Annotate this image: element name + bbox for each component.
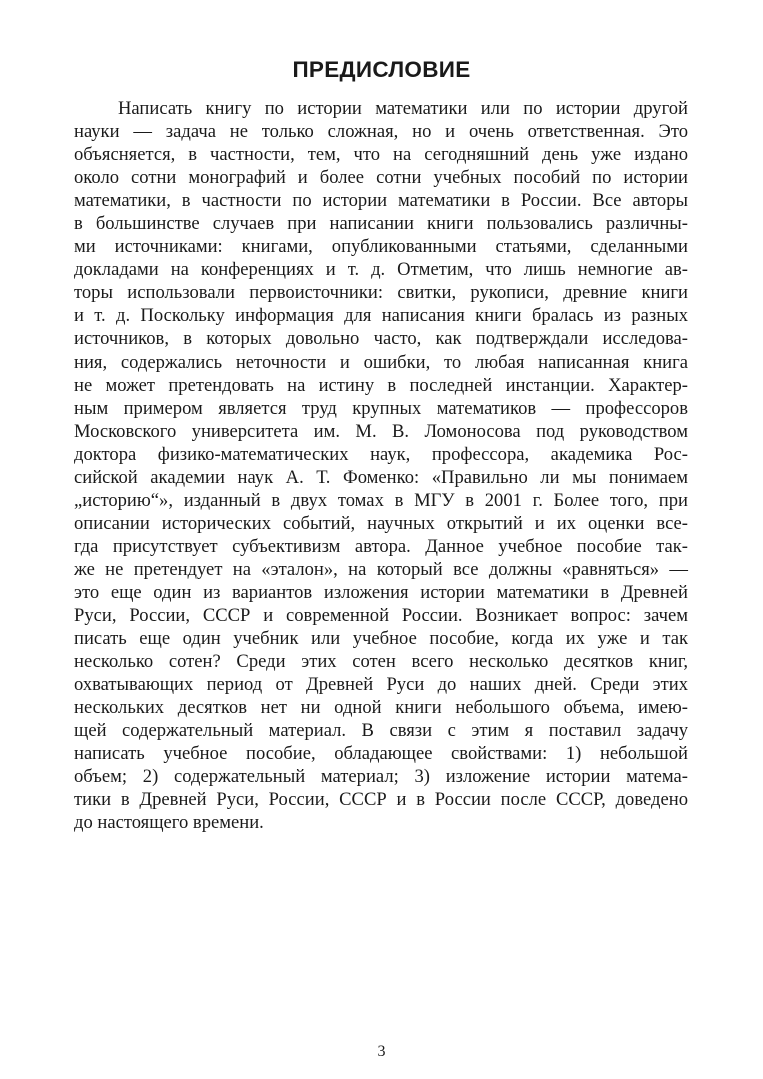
text-line: Московского университета им. М. В. Ломоносова под руководством xyxy=(74,420,688,442)
text-line: не может претендовать на истину в последней инстанции. Характер- xyxy=(74,374,688,396)
text-line: объем; 2) содержательный материал; 3) изложение истории матема- xyxy=(74,766,688,788)
preface-paragraph xyxy=(74,97,688,835)
text-line: в большинстве случаев при написании книги пользовались различны- xyxy=(74,213,688,235)
text-line: „историю“», изданный в двух томах в МГУ в 2001 г. Более того, при xyxy=(74,489,688,511)
text-line: писать еще один учебник или учебное пособие, когда их уже и так xyxy=(74,628,688,650)
text-line: это еще один из вариантов изложения истории математики в Древней xyxy=(74,581,688,603)
text-line: написать учебное пособие, обладающее свойствами: 1) небольшой xyxy=(74,743,688,765)
text-line: ным примером является труд крупных математиков — профессоров xyxy=(74,397,688,419)
text-line: же не претендует на «эталон», на который все должны «равняться» — xyxy=(74,558,688,580)
text-line: доктора физико-математических наук, профессора, академика Рос- xyxy=(74,443,688,465)
text-line: математики, в частности по истории математики в России. Все авторы xyxy=(74,190,688,212)
text-line: торы использовали первоисточники: свитки, рукописи, древние книги xyxy=(74,282,688,304)
text-line: и т. д. Поскольку информация для написания книги бралась из разных xyxy=(74,305,688,327)
text-line: ния, содержались неточности и ошибки, то любая написанная книга xyxy=(74,351,688,373)
text-line: нескольких десятков нет ни одной книги небольшого объема, имею- xyxy=(74,697,688,719)
text-line: описании исторических событий, научных открытий и их оценки все- xyxy=(74,512,688,534)
text-line: науки — задача не только сложная, но и очень ответственная. Это xyxy=(74,121,688,143)
page-number: 3 xyxy=(377,1043,386,1060)
text-line: охватывающих период от Древней Руси до наших дней. Среди этих xyxy=(74,674,688,696)
text-line: ми источниками: книгами, опубликованными статьями, сделанными xyxy=(74,236,688,258)
text-line: докладами на конференциях и т. д. Отметим, что лишь немногие ав- xyxy=(74,259,688,281)
text-line: сийской академии наук А. Т. Фоменко: «Правильно ли мы понимаем xyxy=(74,466,688,488)
text-line: до настоящего времени. xyxy=(74,812,264,834)
text-line: гда присутствует субъективизм автора. Данное учебное пособие так- xyxy=(74,535,688,557)
text-line: несколько сотен? Среди этих сотен всего несколько десятков книг, xyxy=(74,651,688,673)
text-line: щей содержательный материал. В связи с этим я поставил задачу xyxy=(74,720,688,742)
text-line: объясняется, в частности, тем, что на сегодняшний день уже издано xyxy=(74,144,688,166)
text-line: Руси, России, СССР и современной России. Возникает вопрос: зачем xyxy=(74,605,688,627)
page-title: ПРЕДИСЛОВИЕ xyxy=(292,57,471,82)
text-line: Написать книгу по истории математики или по истории другой xyxy=(118,98,688,119)
text-line: тики в Древней Руси, России, СССР и в России после СССР, доведено xyxy=(74,789,688,811)
text-line: источников, в которых довольно часто, как подтверждали исследова- xyxy=(74,328,688,350)
text-line: около сотни монографий и более сотни учебных пособий по истории xyxy=(74,167,688,189)
